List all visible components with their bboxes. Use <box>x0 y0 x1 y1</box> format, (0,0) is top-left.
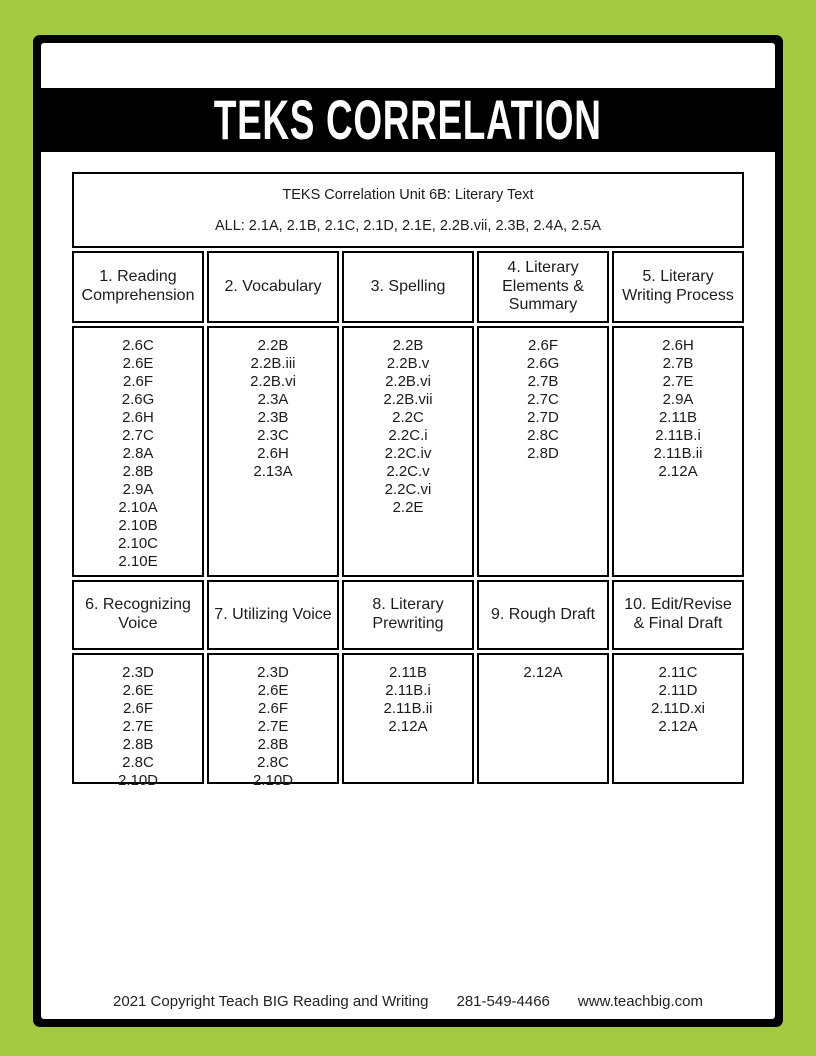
teks-code: 2.8C <box>527 427 559 444</box>
teks-code: 2.6H <box>662 337 694 354</box>
teks-code: 2.3A <box>257 391 289 408</box>
document-page <box>41 43 775 1019</box>
title-banner <box>41 88 775 152</box>
teks-codes-cell <box>342 653 474 784</box>
teks-code: 2.6F <box>527 337 558 354</box>
teks-code: 2.7D <box>527 409 559 426</box>
teks-code: 2.2C.v <box>386 463 430 480</box>
teks-code: 2.11C <box>658 664 698 681</box>
teks-codes-cell <box>72 326 204 577</box>
teks-code: 2.3C <box>257 427 289 444</box>
teks-code: 2.6C <box>122 337 154 354</box>
teks-code: 2.2B <box>392 337 424 354</box>
teks-code: 2.3D <box>122 664 154 681</box>
teks-codes-cell <box>207 653 339 789</box>
teks-code: 2.7C <box>122 427 154 444</box>
teks-code: 2.7E <box>122 718 154 735</box>
teks-code: 2.10D <box>117 772 159 789</box>
teks-code: 2.8D <box>527 445 559 462</box>
teks-code: 2.6H <box>122 409 154 426</box>
teks-code: 2.6E <box>122 355 154 372</box>
teks-codes-cell <box>72 653 204 789</box>
teks-code: 2.10E <box>118 553 158 570</box>
teks-code: 2.2B.v <box>386 355 430 372</box>
teks-code: 2.6G <box>121 391 155 408</box>
teks-code: 2.2B.vi <box>250 373 296 390</box>
column-header: 9. Rough Draft <box>477 580 609 650</box>
teks-code: 2.12A <box>388 718 428 735</box>
teks-codes-cell <box>207 326 339 577</box>
teks-code: 2.2C.vi <box>384 481 432 498</box>
teks-code: 2.12A <box>658 718 698 735</box>
copyright-text: 2021 Copyright Teach BIG Reading and Writing <box>113 993 429 1010</box>
teks-code: 2.12A <box>658 463 698 480</box>
teks-code: 2.11B <box>658 409 698 426</box>
column-header: 5. Literary Writing Process <box>612 251 744 323</box>
column-header: 8. Literary Prewriting <box>342 580 474 650</box>
teks-code: 2.6G <box>526 355 560 372</box>
teks-code: 2.2B.vi <box>385 373 431 390</box>
teks-code: 2.6F <box>257 700 288 717</box>
website-link: www.teachbig.com <box>577 993 703 1010</box>
column-header: 4. Literary Elements & Summary <box>477 251 609 323</box>
teks-code: 2.12A <box>523 664 563 681</box>
teks-codes-cell <box>342 326 474 577</box>
teks-code: 2.9A <box>122 481 154 498</box>
teks-code: 2.11B.i <box>655 427 701 444</box>
column-header: 3. Spelling <box>342 251 474 323</box>
teks-code: 2.8B <box>257 736 289 753</box>
teks-code: 2.6E <box>257 682 289 699</box>
teks-code: 2.13A <box>253 463 293 480</box>
teks-code: 2.2E <box>392 499 424 516</box>
all-standards-line: ALL: 2.1A, 2.1B, 2.1C, 2.1D, 2.1E, 2.2B.vii, 2.3B, 2.4A, 2.5A <box>214 218 602 234</box>
teks-code: 2.2C.i <box>388 427 428 444</box>
column-header: 1. Reading Comprehension <box>72 251 204 323</box>
teks-code: 2.8C <box>257 754 289 771</box>
page-title: TEKS CORRELATION <box>214 88 602 151</box>
teks-code: 2.11B.i <box>385 682 431 699</box>
teks-code: 2.7E <box>662 373 694 390</box>
unit-header-box <box>72 172 744 248</box>
teks-codes-cell <box>477 326 609 577</box>
teks-code: 2.6F <box>122 700 153 717</box>
teks-code: 2.2C <box>392 409 424 426</box>
teks-correlation-table <box>72 172 744 789</box>
unit-title: TEKS Correlation Unit 6B: Literary Text <box>282 187 534 203</box>
teks-code: 2.2B <box>257 337 289 354</box>
teks-code: 2.2B.iii <box>250 355 296 372</box>
teks-code: 2.10A <box>118 499 158 516</box>
page-frame <box>33 35 783 1027</box>
teks-code: 2.10C <box>117 535 159 552</box>
teks-grid <box>72 251 744 789</box>
column-header: 2. Vocabulary <box>207 251 339 323</box>
teks-code: 2.7B <box>662 355 694 372</box>
teks-code: 2.3D <box>257 664 289 681</box>
teks-code: 2.7C <box>527 391 559 408</box>
teks-code: 2.9A <box>662 391 694 408</box>
teks-code: 2.8B <box>122 736 154 753</box>
page-footer <box>41 993 775 1010</box>
teks-code: 2.8B <box>122 463 154 480</box>
teks-code: 2.11D.xi <box>651 700 705 717</box>
column-header: 10. Edit/Revise & Final Draft <box>612 580 744 650</box>
teks-code: 2.7B <box>527 373 559 390</box>
teks-code: 2.2C.iv <box>384 445 432 462</box>
teks-code: 2.11B.ii <box>383 700 433 717</box>
teks-code: 2.2B.vii <box>383 391 433 408</box>
teks-code: 2.6E <box>122 682 154 699</box>
teks-code: 2.8C <box>122 754 154 771</box>
teks-code: 2.11B <box>388 664 428 681</box>
teks-code: 2.6F <box>122 373 153 390</box>
teks-code: 2.11D <box>658 682 698 699</box>
teks-code: 2.6H <box>257 445 289 462</box>
column-header: 6. Recognizing Voice <box>72 580 204 650</box>
teks-code: 2.10B <box>118 517 158 534</box>
column-header: 7. Utilizing Voice <box>207 580 339 650</box>
teks-codes-cell <box>612 326 744 577</box>
teks-codes-cell <box>477 653 609 784</box>
teks-code: 2.10D <box>252 772 294 789</box>
phone-number: 281-549-4466 <box>456 993 550 1010</box>
teks-codes-cell <box>612 653 744 784</box>
teks-code: 2.3B <box>257 409 289 426</box>
teks-code: 2.8A <box>122 445 154 462</box>
teks-code: 2.11B.ii <box>653 445 703 462</box>
teks-code: 2.7E <box>257 718 289 735</box>
